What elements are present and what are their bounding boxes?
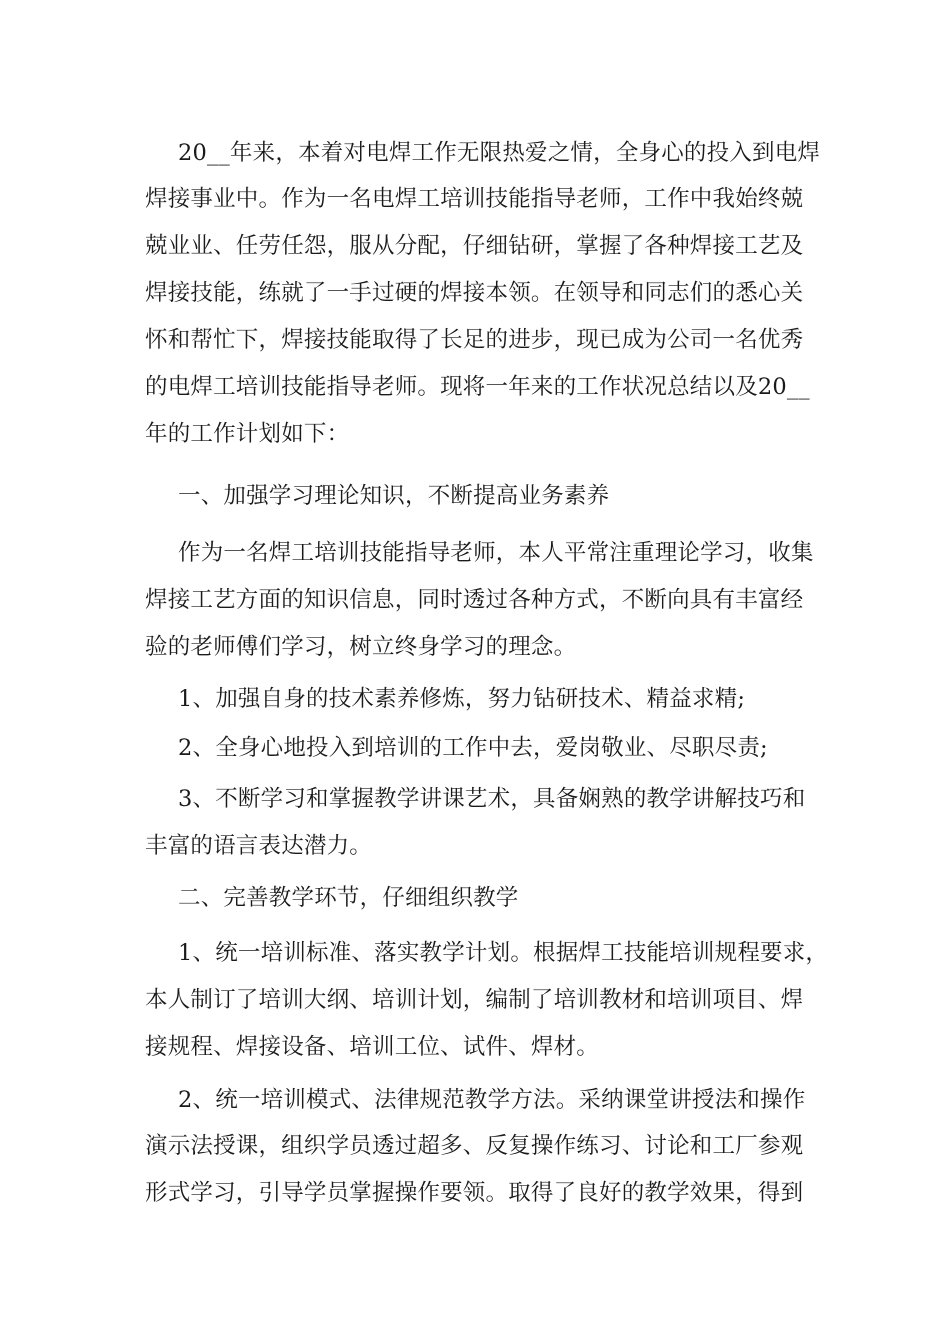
list-item: 2、统一培训模式、法律规范教学方法。采纳课堂讲授法和操作 <box>178 1087 806 1113</box>
text-line: 的电焊工培训技能指导老师。现将一年来的工作状况总结以及20__ <box>145 374 810 400</box>
text-line: 焊接技能，练就了一手过硬的焊接本领。在领导和同志们的悉心关 <box>145 280 804 306</box>
text-line: 年的工作计划如下： <box>145 421 350 447</box>
text-line: 20__年来，本着对电焊工作无限热爱之情，全身心的投入到电焊 <box>178 140 821 166</box>
section-heading: 一、加强学习理论知识，不断提高业务素养 <box>178 483 610 509</box>
list-item: 3、不断学习和掌握教学讲课艺术，具备娴熟的教学讲解技巧和 <box>178 786 806 812</box>
list-item: 1、加强自身的技术素养修炼，努力钻研技术、精益求精; <box>178 686 746 712</box>
text-line: 演示法授课，组织学员透过超多、反复操作练习、讨论和工厂参观 <box>145 1133 804 1159</box>
text-line: 怀和帮忙下，焊接技能取得了长足的进步，现已成为公司一名优秀 <box>145 327 804 353</box>
list-item: 1、统一培训标准、落实教学计划。根据焊工技能培训规程要求， <box>178 940 829 966</box>
text-line: 形式学习，引导学员掌握操作要领。取得了良好的教学效果，得到 <box>145 1180 804 1206</box>
text-line: 兢业业、任劳任怨，服从分配，仔细钻研，掌握了各种焊接工艺及 <box>145 233 804 259</box>
text-line: 验的老师傅们学习，树立终身学习的理念。 <box>145 634 577 660</box>
list-item: 2、全身心地投入到培训的工作中去，爱岗敬业、尽职尽责; <box>178 735 768 761</box>
text-line: 丰富的语言表达潜力。 <box>145 833 373 859</box>
text-line: 焊接工艺方面的知识信息，同时透过各种方式，不断向具有丰富经 <box>145 587 804 613</box>
text-line: 接规程、焊接设备、培训工位、试件、焊材。 <box>145 1034 600 1060</box>
text-line: 作为一名焊工培训技能指导老师，本人平常注重理论学习，收集 <box>178 540 814 566</box>
text-line: 本人制订了培训大纲、培训计划，编制了培训教材和培训项目、焊 <box>145 987 804 1013</box>
text-line: 焊接事业中。作为一名电焊工培训技能指导老师，工作中我始终兢 <box>145 186 804 212</box>
section-heading: 二、完善教学环节，仔细组织教学 <box>178 885 519 911</box>
